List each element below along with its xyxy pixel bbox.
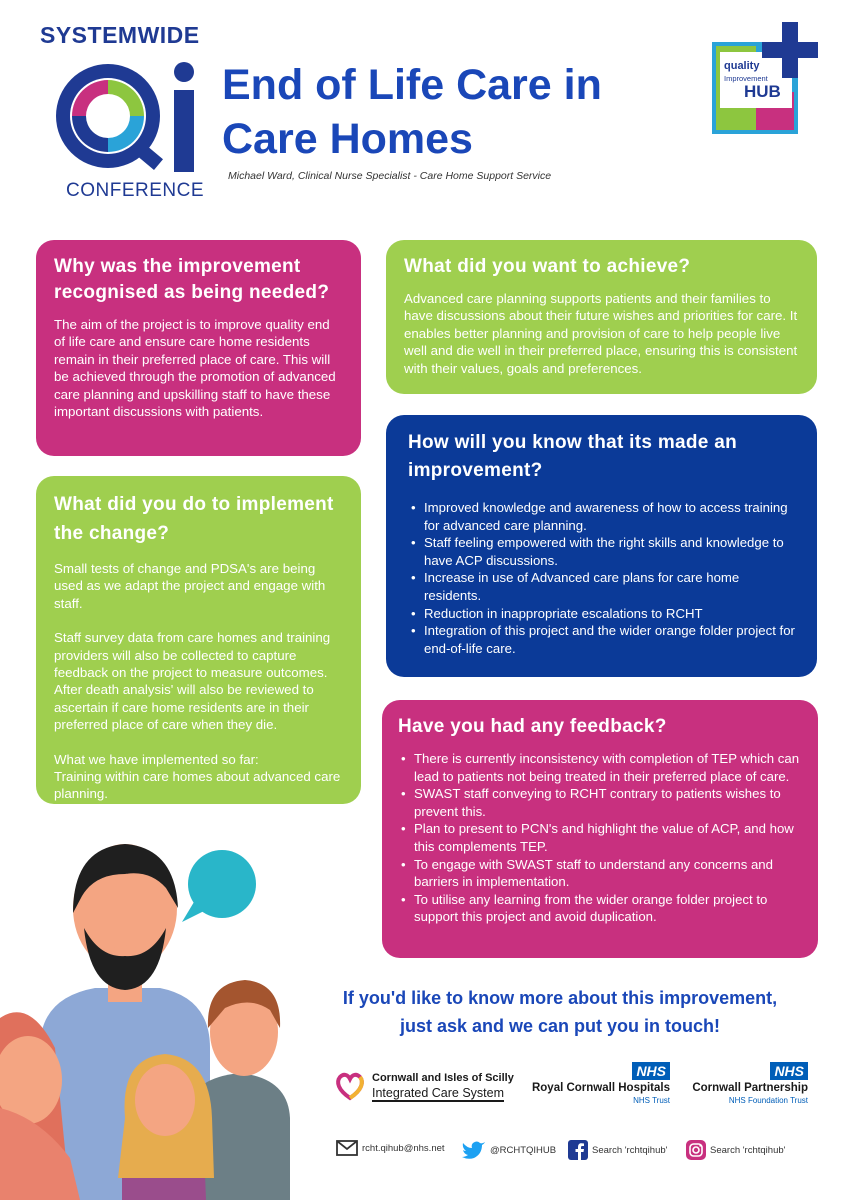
instagram-icon [686,1140,706,1160]
contact-twitter[interactable] [462,1140,556,1160]
heart-icon [334,1070,366,1102]
improvement-measure-card [386,415,817,677]
email-text: rcht.qihub@nhs.net [362,1142,445,1154]
author-line: Michael Ward, Clinical Nurse Specialist - Care Home Support Service [228,170,552,182]
conference-label: CONFERENCE [66,180,205,201]
list-item: • Increase in use of Advanced care plans for care home residents. [408,569,799,604]
closing-message [290,984,830,1040]
closing-line-1: If you'd like to know more about this improvement, [342,988,778,1008]
hub-improvement-text: Improvement [724,74,768,83]
twitter-icon [462,1140,486,1160]
twitter-handle: @RCHTQIHUB [490,1144,557,1156]
improvement-measure-list [408,499,799,657]
closing-line-2: just ask and we can put you in touch! [399,1016,721,1036]
systemwide-label: SYSTEMWIDE [40,22,200,48]
cornwall-partnership-logo [690,1062,810,1108]
feedback-card [382,700,818,958]
ics-line-2: Integrated Care System [372,1086,505,1100]
list-item: • Improved knowledge and awareness of how to access training for advanced care planning. [408,499,799,534]
cp-name: Cornwall Partnership [692,1082,808,1094]
contact-instagram[interactable] [686,1140,785,1160]
implement-change-card [36,476,361,804]
implement-change-heading: What did you do to implement the change? [54,494,334,544]
list-item: • There is currently inconsistency with completion of TEP which can lead to patients not being treated in their preferred place of care. [398,750,800,785]
implement-para-1: Small tests of change and PDSA's are being used as we adapt the project and engage with staff. [54,561,326,611]
instagram-search: Search 'rchtqihub' [710,1144,786,1156]
facebook-search: Search 'rchtqihub' [592,1144,668,1156]
ics-logo [334,1068,524,1108]
cp-sub: NHS Foundation Trust [728,1096,808,1105]
list-item: • To utilise any learning from the wider orange folder project to support this project and avoid duplication. [398,891,800,926]
rch-logo [531,1062,678,1108]
implement-para-2: Staff survey data from care homes and training providers will also be collected to capture feedback on the project to measure outcomes. After death analysis' will also be reviewed to ascertain if care home residents are in their preferred place of care when they die. [54,630,331,733]
achieve-heading: What did you want to achieve? [404,256,691,277]
contact-facebook[interactable] [568,1140,667,1160]
contact-email[interactable] [336,1140,445,1156]
people-illustration [0,818,330,1200]
facebook-icon [568,1140,588,1160]
cp-nhs-badge: NHS [770,1062,808,1080]
hub-quality-text: quality [724,60,760,72]
why-needed-body: The aim of the project is to improve quality end of life care and ensure care home residents remain in their preferred place of care. This will be achieved through the promotion of advanced care planning and upskilling staff to have these important discussions with patients. [54,317,336,420]
rch-nhs-badge: NHS [632,1062,670,1080]
list-item: • Reduction in inappropriate escalations to RCHT [408,605,799,623]
list-item: • Staff feeling empowered with the right skills and knowledge to have ACP discussions. [408,534,799,569]
quality-improvement-hub-logo [712,22,820,134]
rch-name: Royal Cornwall Hospitals [531,1082,670,1094]
implement-para-3-line-2: Training within care homes about advanced care planning. [54,769,341,802]
ics-line-1: Cornwall and Isles of Scilly [372,1072,514,1084]
list-item: • Plan to present to PCN's and highlight the value of ACP, and how this complements TEP. [398,820,800,855]
hub-hub-text: HUB [744,82,781,101]
list-item: • SWAST staff conveying to RCHT contrary to patients wishes to prevent this. [398,785,800,820]
feedback-list [398,750,800,926]
title-line-2: Care Homes [222,115,473,163]
envelope-icon [336,1140,358,1156]
list-item: • To engage with SWAST staff to understand any concerns and barriers in implementation. [398,856,800,891]
achieve-card [386,240,817,394]
title-line-1: End of Life Care in [222,61,602,109]
achieve-body: Advanced care planning supports patients and their families to have discussions about their future wishes and priorities for care. It enables better planning and provision of care to help people live well and die well in their preferred place, ensuring this is consistent with their values, goals and preferences. [404,291,798,376]
why-needed-card [36,240,361,456]
improvement-measure-heading: How will you know that its made an improvement? [408,432,738,481]
why-needed-heading: Why was the improvement recognised as being needed? [54,256,330,303]
feedback-heading: Have you had any feedback? [398,716,667,737]
list-item: • Integration of this project and the wider orange folder project for end-of-life care. [408,622,799,657]
page-title [222,58,682,166]
qi-conference-logo [44,52,204,180]
implement-para-3-line-1: What we have implemented so far: [54,751,259,767]
rch-sub: NHS Trust [633,1096,670,1105]
